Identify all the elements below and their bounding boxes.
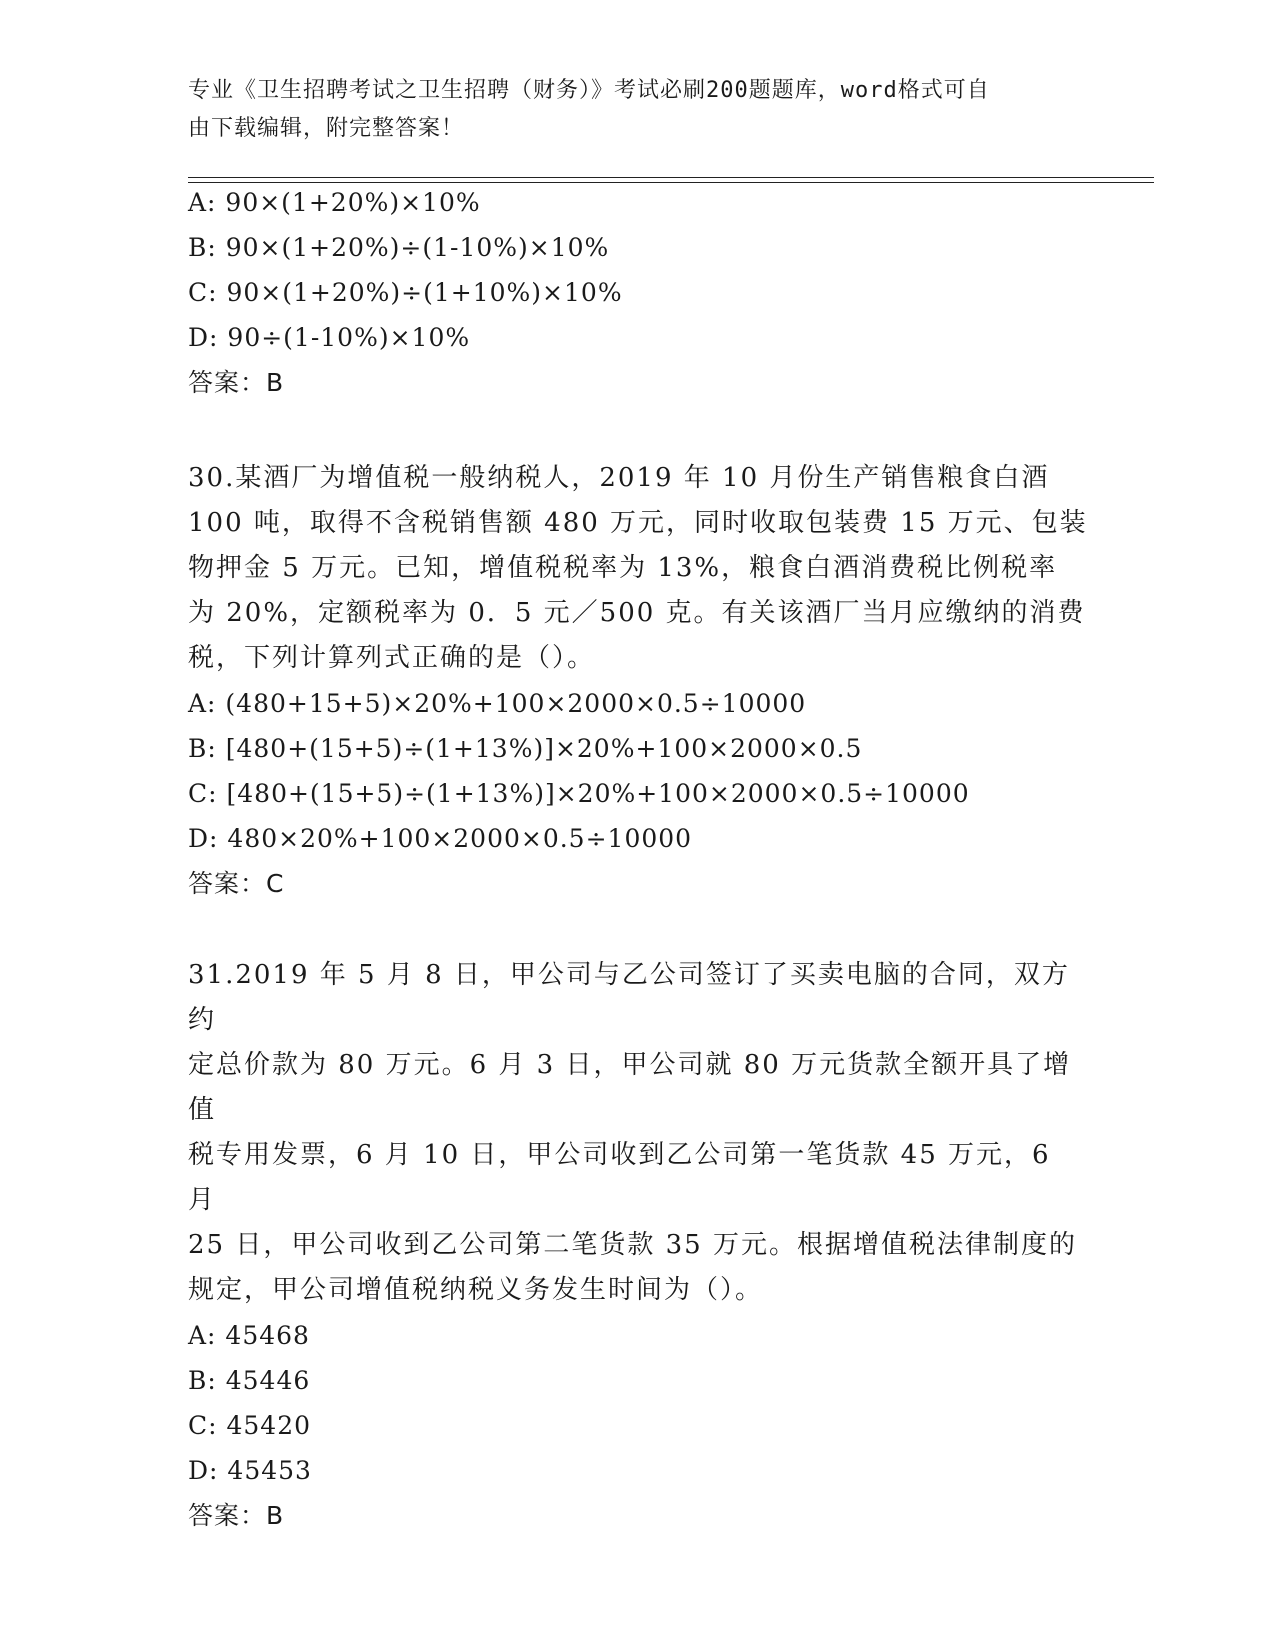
question-line: 25 日，甲公司收到乙公司第二笔货款 35 万元。根据增值税法律制度的 xyxy=(188,1230,1077,1260)
question-line: 31.2019 年 5 月 8 日，甲公司与乙公司签订了买卖电脑的合同，双方约 xyxy=(188,960,1070,1035)
option-d: D: 45453 xyxy=(188,1456,312,1485)
answer: 答案：B xyxy=(188,1501,285,1530)
option-b: B: [480+(15+5)÷(1+13%)]×20%+100×2000×0.5 xyxy=(188,734,863,763)
header-line-2: 由下载编辑，附完整答案！ xyxy=(188,116,465,141)
option-a: A: 90×(1+20%)×10% xyxy=(188,188,481,217)
question-29-block xyxy=(188,180,1088,405)
option-c: C: 45420 xyxy=(188,1411,312,1440)
option-c: C: [480+(15+5)÷(1+13%)]×20%+100×2000×0.5÷10000 xyxy=(188,779,970,808)
option-c: C: 90×(1+20%)÷(1+10%)×10% xyxy=(188,278,623,307)
answer: 答案：C xyxy=(188,869,285,898)
document-header xyxy=(188,72,1068,148)
option-b: B: 90×(1+20%)÷(1-10%)×10% xyxy=(188,233,610,262)
question-line: 30.某酒厂为增值税一般纳税人，2019 年 10 月份生产销售粮食白酒 xyxy=(188,463,1050,493)
option-a: A: (480+15+5)×20%+100×2000×0.5÷10000 xyxy=(188,689,807,718)
option-b: B: 45446 xyxy=(188,1366,311,1395)
question-line: 物押金 5 万元。已知，增值税税率为 13%，粮食白酒消费税比例税率 xyxy=(188,553,1058,583)
option-d: D: 480×20%+100×2000×0.5÷10000 xyxy=(188,824,693,853)
question-line: 定总价款为 80 万元。6 月 3 日，甲公司就 80 万元货款全额开具了增值 xyxy=(188,1050,1072,1125)
question-line: 100 吨，取得不含税销售额 480 万元，同时收取包装费 15 万元、包装 xyxy=(188,508,1088,538)
question-line: 税专用发票，6 月 10 日，甲公司收到乙公司第一笔货款 45 万元，6 月 xyxy=(188,1140,1051,1215)
question-line: 规定，甲公司增值税纳税义务发生时间为（）。 xyxy=(188,1275,764,1305)
question-30-block xyxy=(188,456,1088,906)
question-31-block xyxy=(188,953,1088,1538)
answer: 答案：B xyxy=(188,368,285,397)
question-31-text xyxy=(188,953,1088,1313)
question-line: 税，下列计算列式正确的是（）。 xyxy=(188,643,596,673)
header-divider-top xyxy=(188,177,1154,178)
question-line: 为 20%，定额税率为 0．5 元／500 克。有关该酒厂当月应缴纳的消费 xyxy=(188,598,1086,628)
header-line-1: 专业《卫生招聘考试之卫生招聘（财务）》考试必刷200题题库，word格式可自 xyxy=(188,78,990,103)
option-a: A: 45468 xyxy=(188,1321,310,1350)
option-d: D: 90÷(1-10%)×10% xyxy=(188,323,471,352)
question-30-text xyxy=(188,456,1088,681)
